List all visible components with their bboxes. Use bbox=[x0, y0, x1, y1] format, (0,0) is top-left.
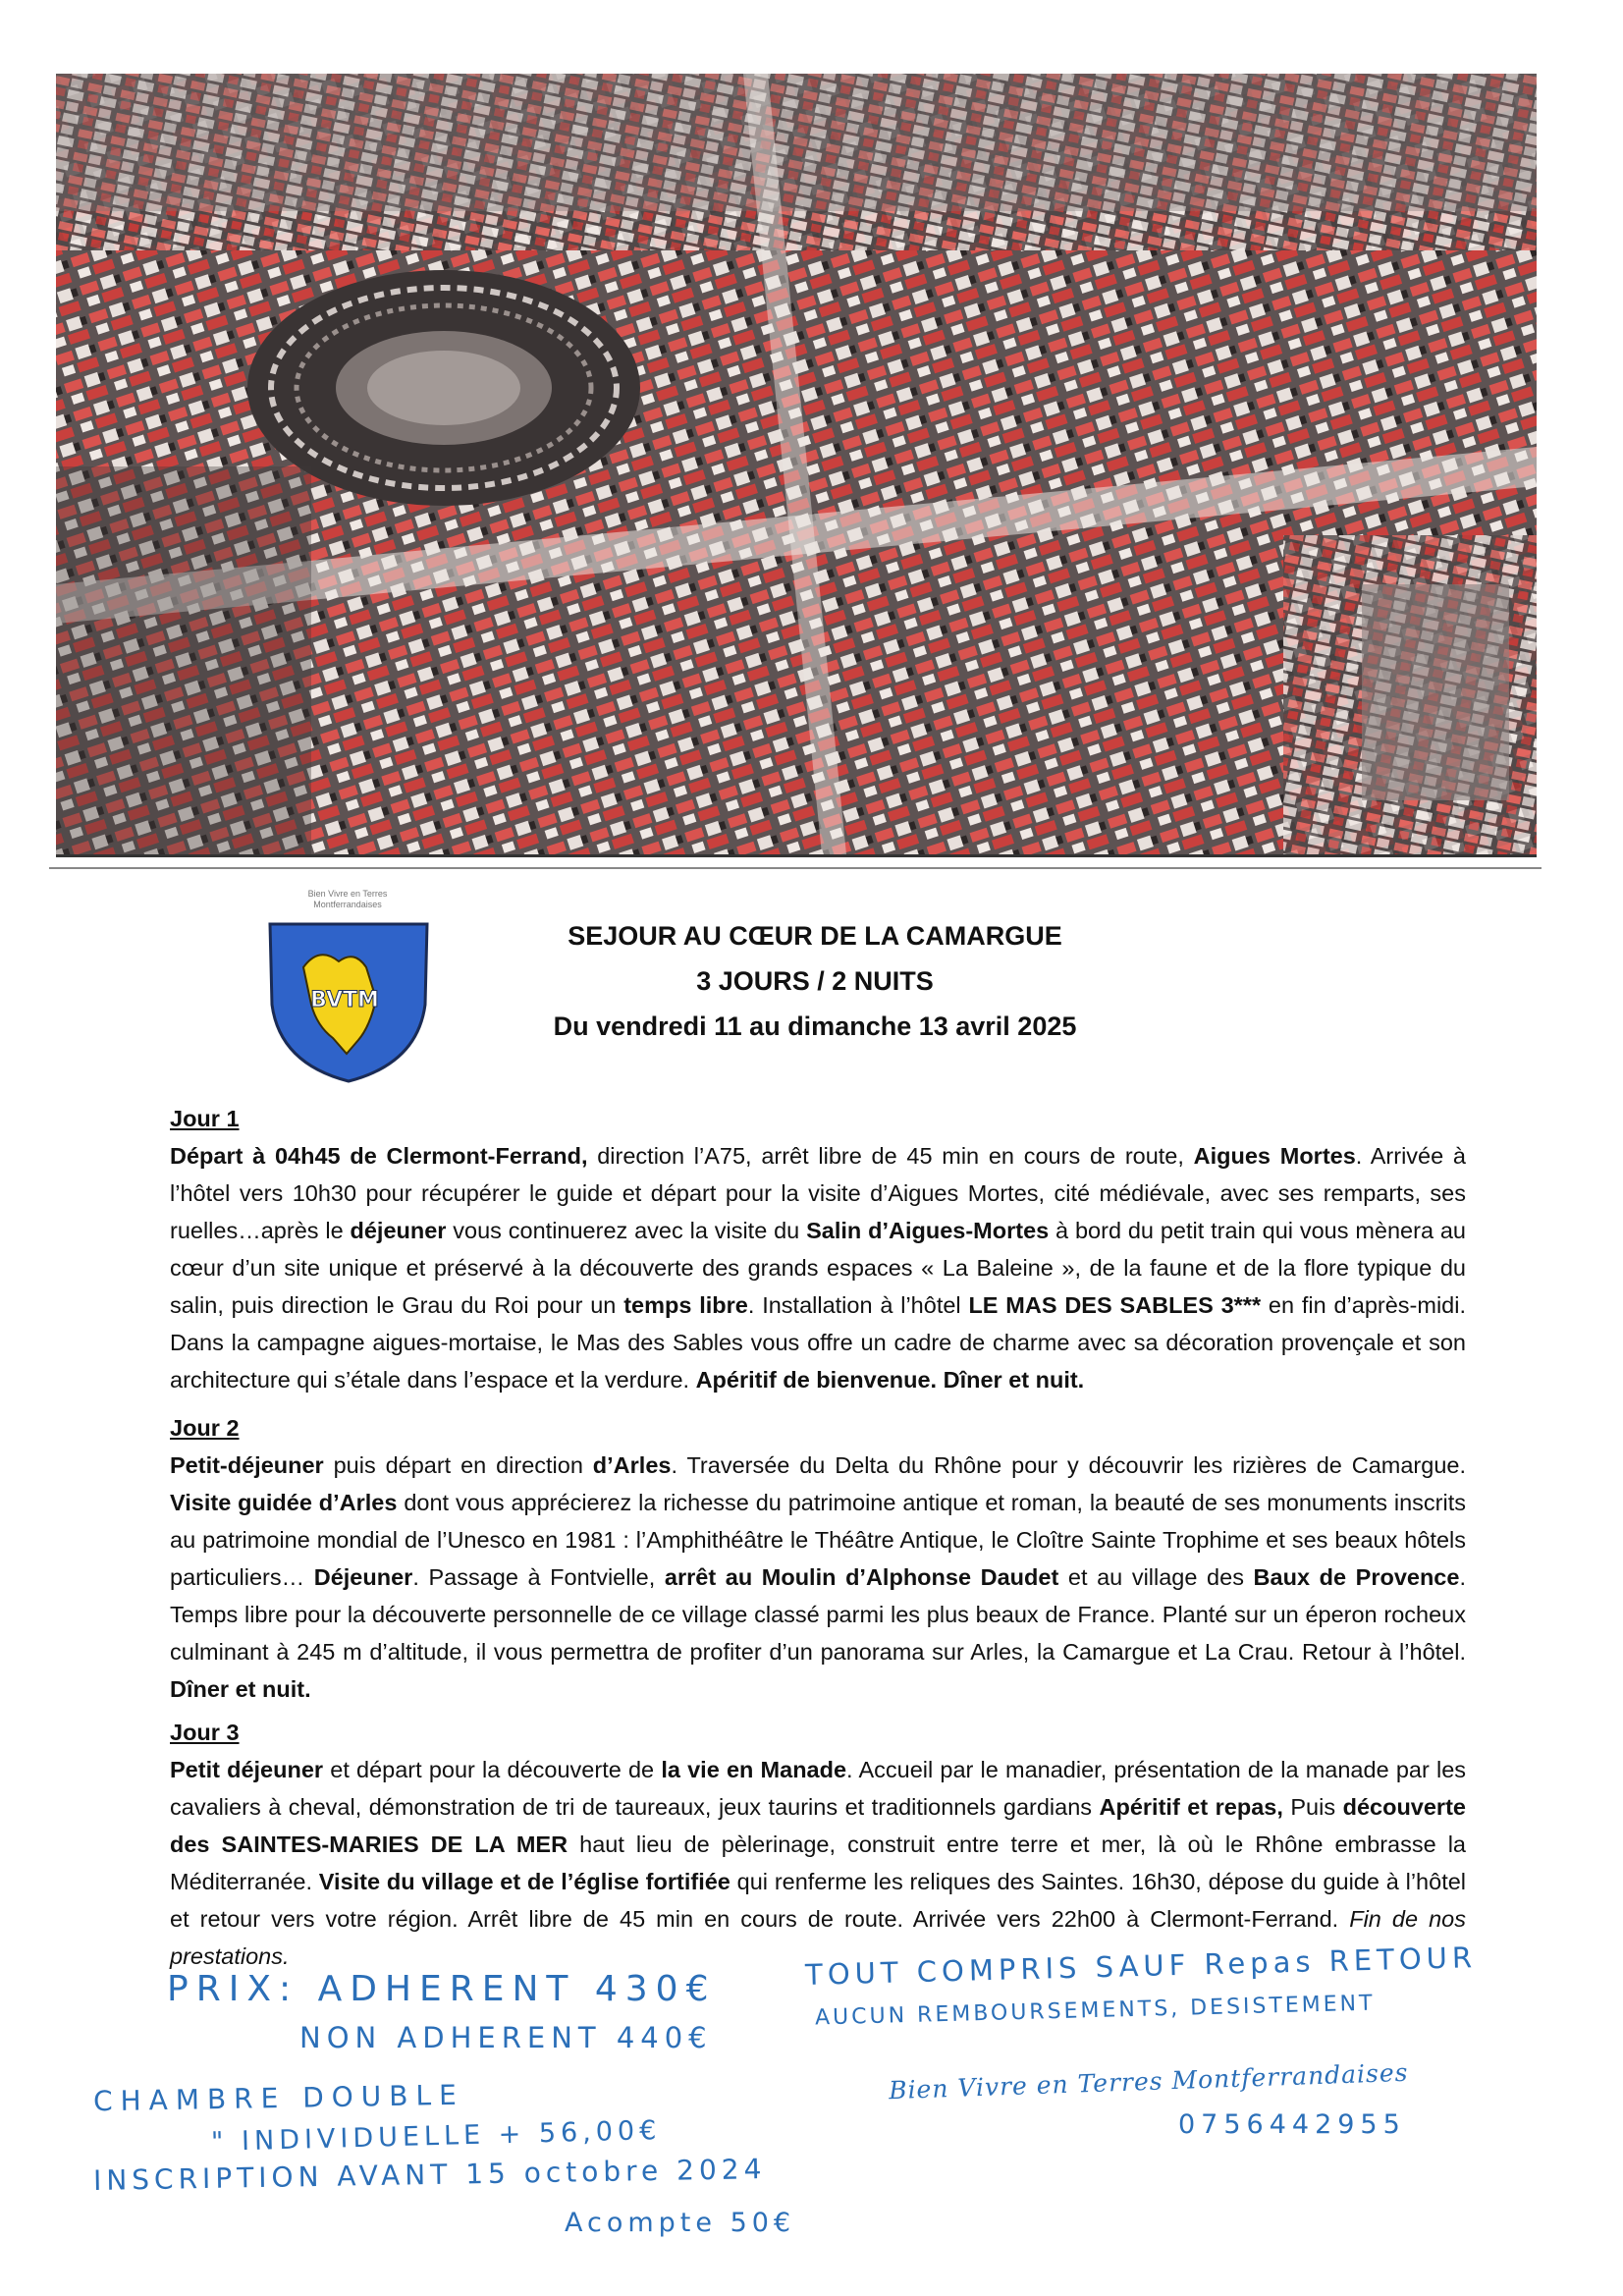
day2-s10: et au village des bbox=[1058, 1564, 1254, 1590]
day1-s9: temps libre bbox=[623, 1292, 748, 1318]
day1-s4: . Arrivée à l’hôtel vers 10h30 pour récupérer le guide et départ pour la visite d’Aigues Mortes, cité médiévale, avec ses remparts, ses ruelles…après le bbox=[170, 1143, 1466, 1243]
day1-s7: Salin d’Aigues-Mortes bbox=[806, 1218, 1050, 1243]
day1-s1: Départ à 04h45 de Clermont-Ferrand, bbox=[170, 1143, 588, 1169]
hand-no-refund: AUCUN REMBOURSEMENTS, DESISTEMENT bbox=[814, 1991, 1376, 2031]
day3-s9: Visite du village et de l’église fortifiée bbox=[318, 1869, 730, 1894]
divider bbox=[49, 867, 1542, 869]
day1-s6: vous continuerez avec la visite du bbox=[446, 1218, 807, 1243]
day3-s11: Fin de nos prestations. bbox=[170, 1906, 1466, 1969]
title-line2: 3 JOURS / 2 NUITS bbox=[696, 966, 934, 996]
day3-s4: . Accueil par le manadier, présentation de la manade par les cavaliers à cheval, démonstration de tri de taureaux, jeux taurins et traditionnels gardians bbox=[170, 1757, 1467, 1820]
day2-s4: . Traversée du Delta du Rhône pour y découvrir les rizières de Camargue. bbox=[671, 1452, 1466, 1478]
hand-price-adherent: PRIX: ADHERENT 430€ bbox=[167, 1969, 717, 2009]
hand-registration-deadline: INSCRIPTION AVANT 15 octobre 2024 bbox=[92, 2153, 767, 2197]
day2-s7: Déjeuner bbox=[313, 1564, 413, 1590]
crest-caption bbox=[274, 889, 421, 910]
day2-s1: Petit-déjeuner bbox=[170, 1452, 324, 1478]
crest-caption-line2: Montferrandaises bbox=[313, 900, 382, 909]
day1-section bbox=[170, 1100, 1466, 1398]
aerial-photo-graphic bbox=[56, 74, 1537, 854]
trip-title bbox=[442, 913, 1188, 1049]
club-crest bbox=[260, 889, 437, 1085]
hand-deposit: Acompte 50€ bbox=[565, 2208, 796, 2238]
day3-s1: Petit déjeuner bbox=[170, 1757, 324, 1782]
day3-title: Jour 3 bbox=[170, 1720, 240, 1745]
day3-text bbox=[170, 1751, 1466, 1975]
hand-phone: 0756442955 bbox=[1178, 2109, 1406, 2140]
day2-s11: Baux de Provence bbox=[1253, 1564, 1460, 1590]
day1-title: Jour 1 bbox=[170, 1106, 240, 1131]
crest-initials: BVTM bbox=[310, 988, 379, 1012]
hand-double-room: CHAMBRE DOUBLE bbox=[92, 2078, 465, 2118]
day1-s3: Aigues Mortes bbox=[1193, 1143, 1356, 1169]
day2-s8: . Passage à Fontvielle, bbox=[412, 1564, 665, 1590]
crest-shield-icon bbox=[260, 916, 437, 1085]
day1-s2: direction l’A75, arrêt libre de 45 min en cours de route, bbox=[587, 1143, 1194, 1169]
hand-single-room: " INDIVIDUELLE + 56,00€ bbox=[210, 2115, 662, 2158]
day2-s12: . Temps libre pour la découverte personnelle de ce village classé parmi les plus beaux de France. Planté sur un éperon rocheux culminant à 245 m d’altitude, il vous permettra de profiter d’un panorama sur Arles, la Camargue et La Crau. Retour à l’hôtel. bbox=[170, 1564, 1466, 1665]
day1-s8: à bord du petit train qui vous mènera au cœur d’un site unique et préservé à la découverte des grands espaces « La Baleine », de la faune et de la flore typique du salin, puis direction le Grau du Roi pour un bbox=[170, 1218, 1467, 1318]
day2-s5: Visite guidée d’Arles bbox=[170, 1490, 398, 1515]
day3-s10: qui renferme les reliques des Saintes. 16h30, dépose du guide à l’hôtel et retour vers votre région. Arrêt libre de 45 min en cours de route. Arrivée vers 22h00 à Clermont-Ferrand. bbox=[170, 1869, 1467, 1932]
title-line1: SEJOUR AU CŒUR DE LA CAMARGUE bbox=[568, 921, 1062, 951]
day1-s12: en fin d’après-midi. Dans la campagne aigues-mortaise, le Mas des Sables vous offre un cadre de charme avec sa décoration provençale et son architecture qui s’étale dans l’espace et la verdure. bbox=[170, 1292, 1466, 1393]
day3-s8: haut lieu de pèlerinage, construit entre terre et mer, là où le Rhône embrasse la Méditerranée. bbox=[170, 1831, 1467, 1894]
day2-s2: puis départ en direction bbox=[323, 1452, 593, 1478]
day3-section bbox=[170, 1714, 1466, 1975]
day3-s3: la vie en Manade bbox=[661, 1757, 847, 1782]
day2-text bbox=[170, 1447, 1466, 1708]
day3-s2: et départ pour la découverte de bbox=[323, 1757, 662, 1782]
day1-text bbox=[170, 1137, 1466, 1398]
hand-price-non-adherent: NON ADHERENT 440€ bbox=[299, 2021, 713, 2054]
hand-price-included: TOUT COMPRIS SAUF Repas RETOUR bbox=[804, 1941, 1478, 1992]
day3-s7: découverte des SAINTES-MARIES DE LA MER bbox=[170, 1794, 1466, 1857]
day1-s13: Apéritif de bienvenue. Dîner et nuit. bbox=[695, 1367, 1085, 1393]
day2-title: Jour 2 bbox=[170, 1415, 240, 1441]
day2-s9: arrêt au Moulin d’Alphonse Daudet bbox=[664, 1564, 1059, 1590]
day2-s6: dont vous apprécierez la richesse du patrimoine antique et roman, la beauté de ses monuments inscrits au patrimoine mondial de l’Unesco en 1981 : l’Amphithéâtre le Théâtre Antique, le Cloître Sainte Trophime et ses beaux hôtels particuliers… bbox=[170, 1490, 1466, 1590]
day1-s10: . Installation à l’hôtel bbox=[747, 1292, 969, 1318]
day3-s6: Puis bbox=[1282, 1794, 1343, 1820]
day1-s11: LE MAS DES SABLES 3*** bbox=[968, 1292, 1262, 1318]
crest-caption-line1: Bien Vivre en Terres bbox=[307, 889, 388, 899]
day2-s3: d’Arles bbox=[592, 1452, 672, 1478]
day1-s5: déjeuner bbox=[350, 1218, 447, 1243]
hand-signature: Bien Vivre en Terres Montferrandaises bbox=[888, 2057, 1409, 2105]
aerial-photo bbox=[56, 74, 1537, 857]
day3-s5: Apéritif et repas, bbox=[1099, 1794, 1283, 1820]
day2-s13: Dîner et nuit. bbox=[170, 1676, 311, 1702]
title-line3: Du vendredi 11 au dimanche 13 avril 2025 bbox=[553, 1011, 1077, 1041]
day2-section bbox=[170, 1409, 1466, 1708]
